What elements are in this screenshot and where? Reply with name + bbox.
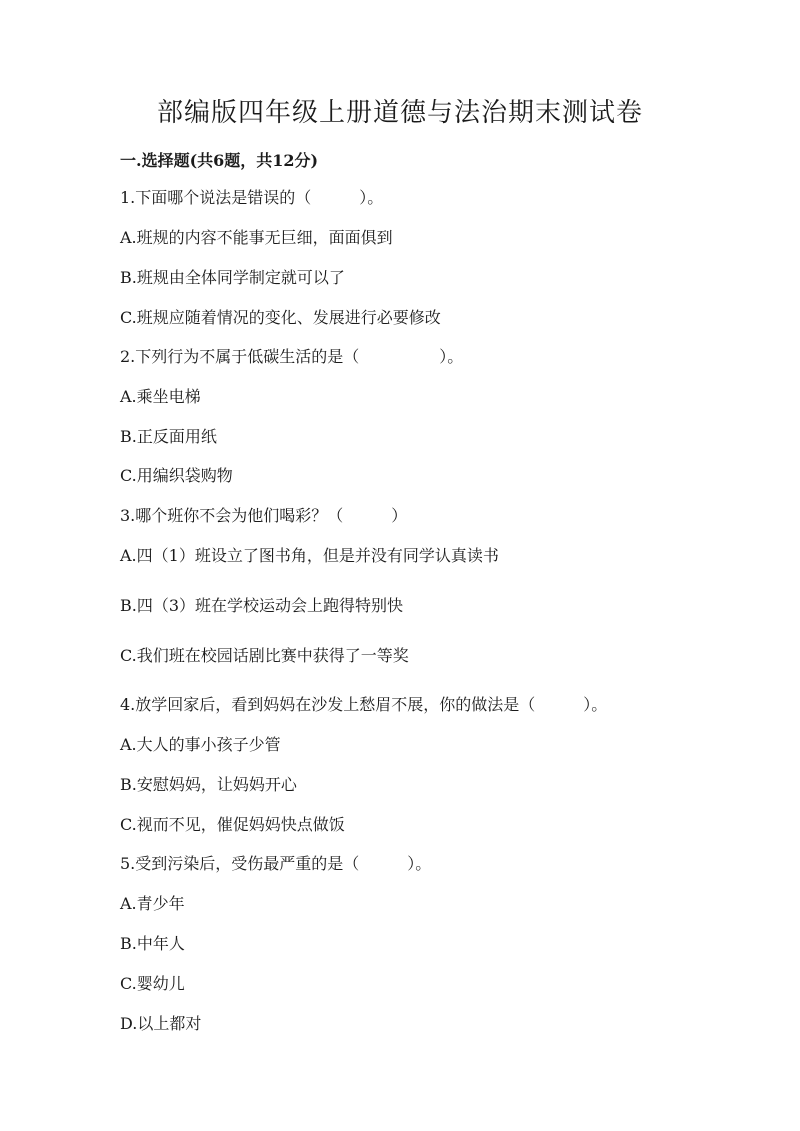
q2-option-b: B.正反面用纸 — [120, 427, 217, 446]
q4-option-a: A.大人的事小孩子少管 — [120, 735, 281, 754]
q5-option-c: C.婴幼儿 — [120, 974, 185, 993]
question-5: 5.受到污染后，受伤最严重的是（ ）。 — [120, 854, 432, 873]
q1-option-a: A.班规的内容不能事无巨细，面面俱到 — [120, 228, 393, 247]
q4-option-c: C.视而不见，催促妈妈快点做饭 — [120, 815, 345, 834]
section-heading: 一.选择题(共6题，共12分) — [120, 151, 319, 170]
question-1: 1.下面哪个说法是错误的（ ）。 — [120, 188, 384, 207]
page-title: 部编版四年级上册道德与法治期末测试卷 — [156, 98, 643, 128]
q5-option-a: A.青少年 — [120, 894, 185, 913]
question-3: 3.哪个班你不会为他们喝彩？（ ） — [120, 506, 408, 525]
q1-option-b: B.班规由全体同学制定就可以了 — [120, 268, 345, 287]
question-4: 4.放学回家后，看到妈妈在沙发上愁眉不展，你的做法是（ ）。 — [120, 695, 608, 714]
question-2: 2.下列行为不属于低碳生活的是（ ）。 — [120, 347, 464, 366]
q1-option-c: C.班规应随着情况的变化、发展进行必要修改 — [120, 308, 441, 327]
q5-option-d: D.以上都对 — [120, 1014, 202, 1033]
q5-option-b: B.中年人 — [120, 934, 185, 953]
q3-option-b: B.四（3）班在学校运动会上跑得特别快 — [120, 596, 404, 615]
q3-option-a: A.四（1）班设立了图书角，但是并没有同学认真读书 — [120, 546, 499, 565]
q3-option-c: C.我们班在校园话剧比赛中获得了一等奖 — [120, 646, 409, 665]
q2-option-a: A.乘坐电梯 — [120, 387, 201, 406]
q4-option-b: B.安慰妈妈，让妈妈开心 — [120, 775, 297, 794]
q2-option-c: C.用编织袋购物 — [120, 466, 233, 485]
